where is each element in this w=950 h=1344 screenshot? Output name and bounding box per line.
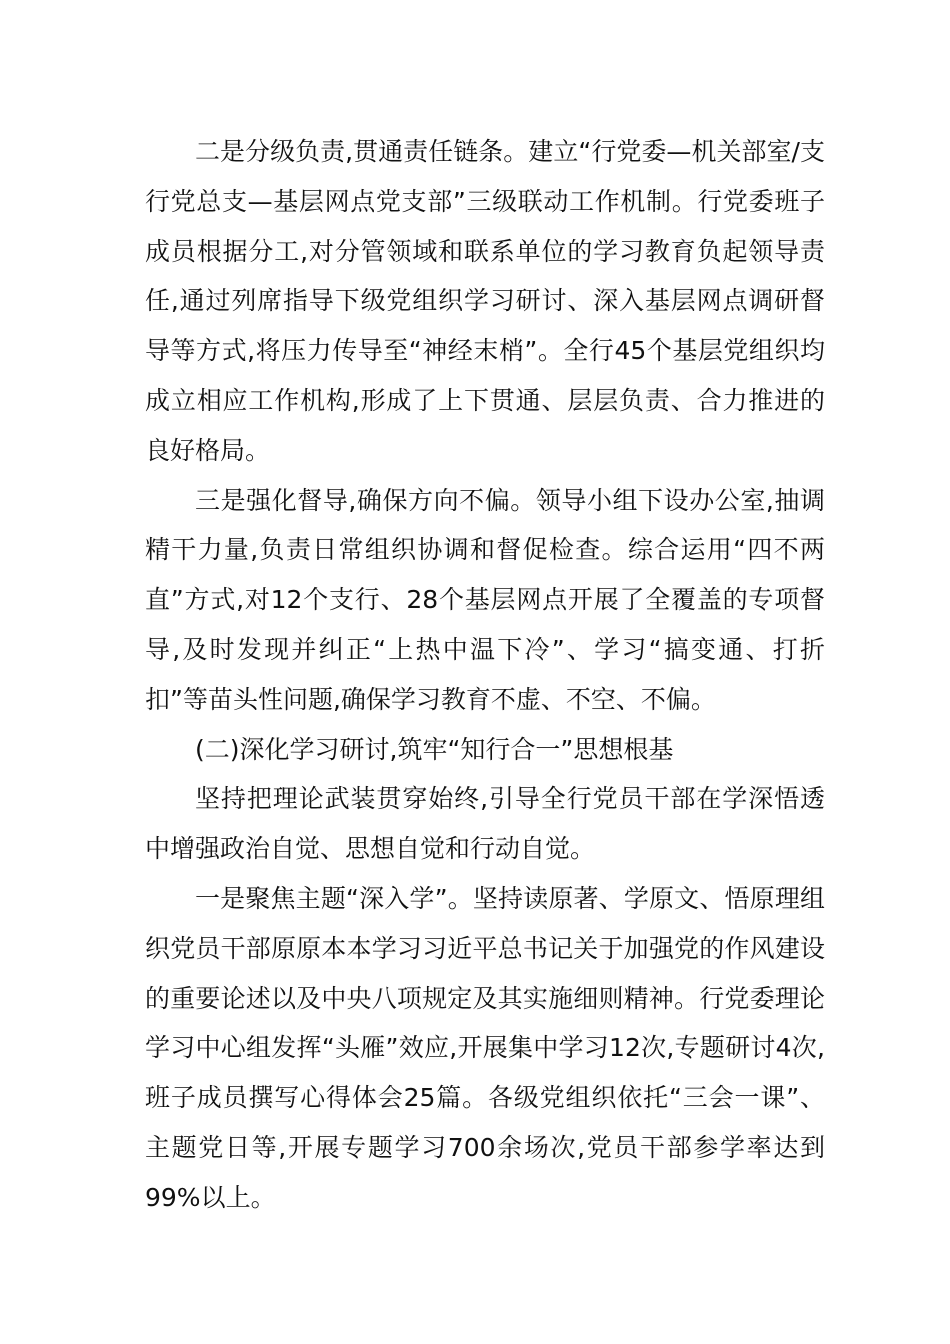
paragraph-focus-theme: 一是聚焦主题“深入学”。坚持读原著、学原文、悟原理组织党员干部原原本本学习习近平总书记关于加强党的作风建设的重要论述以及中央八项规定及其实施细则精神。行党委理论学习中心组发挥“头雁”效应,开展集中学习12次,专题研讨4次,班子成员撰写心得体会25篇。各级党组织依托“三会一课”、主题党日等,开展专题学习700余场次,党员干部参学率达到99%以上。 xyxy=(145,883,825,1212)
paragraph-supervision: 三是强化督导,确保方向不偏。领导小组下设办公室,抽调精干力量,负责日常组织协调和督促检查。综合运用“四不两直”方式,对12个支行、28个基层网点开展了全覆盖的专项督导,及时发现并纠正“上热中温下冷”、学习“搞变通、打折扣”等苗头性问题,确保学习教育不虚、不空、不偏。 xyxy=(145,485,825,714)
paragraph-theory-study: 坚持把理论武装贯穿始终,引导全行党员干部在学深悟透中增强政治自觉、思想自觉和行动自觉。 xyxy=(145,784,825,864)
document-page xyxy=(145,127,825,1223)
section-heading: (二)深化学习研讨,筑牢“知行合一”思想根基 xyxy=(195,734,674,764)
paragraph-tiered-responsibility: 二是分级负责,贯通责任链条。建立“行党委—机关部室/支行党总支—基层网点党支部”三级联动工作机制。行党委班子成员根据分工,对分管领域和联系单位的学习教育负起领导责任,通过列席指导下级党组织学习研讨、深入基层网点调研督导等方式,将压力传导至“神经末梢”。全行45个基层党组织均成立相应工作机构,形成了上下贯通、层层负责、合力推进的良好格局。 xyxy=(145,137,825,465)
